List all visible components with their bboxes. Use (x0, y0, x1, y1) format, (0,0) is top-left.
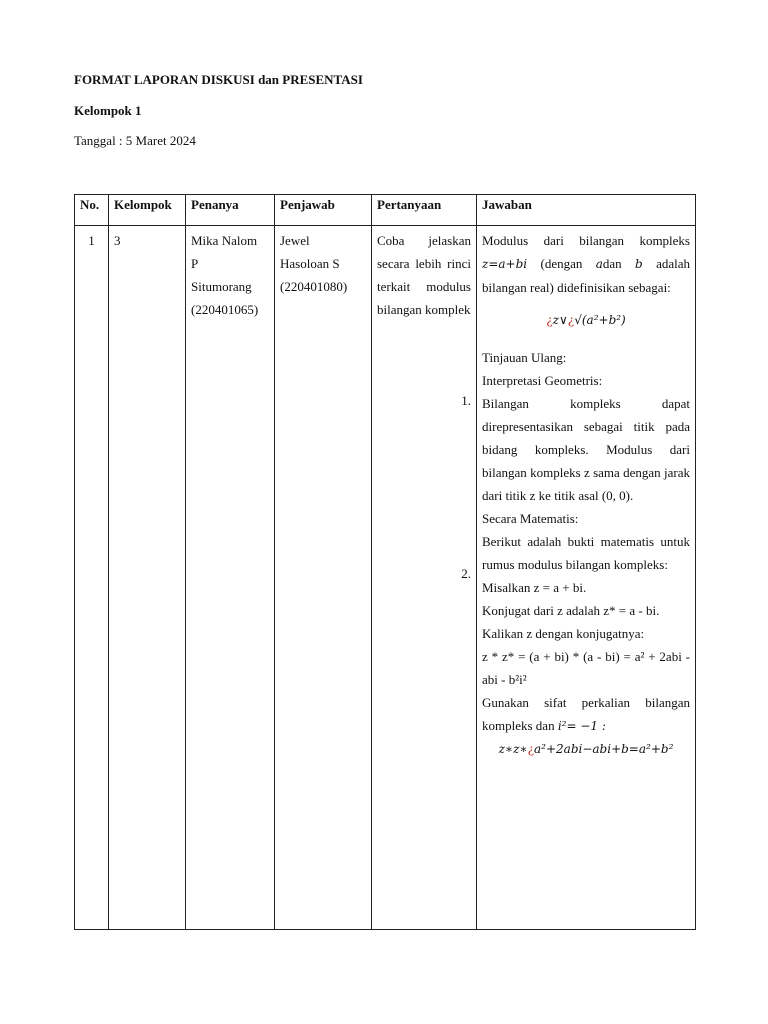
proof-line-4: z * z* = (a + bi) * (a - bi) = a² + 2abi - abi - b²i² (482, 649, 690, 687)
formula-i-squared: i²= −1 : (557, 719, 606, 733)
header-no: No. (75, 195, 109, 226)
cell-jawaban (477, 226, 696, 930)
review-heading: Tinjauan Ulang: (482, 350, 567, 365)
penanya-line: Situmorang (191, 279, 252, 294)
cell-pertanyaan (372, 226, 477, 930)
header-penanya: Penanya (186, 195, 275, 226)
cell-penanya (186, 226, 275, 930)
proof-line-2: Konjugat dari z adalah z* = a - bi. (482, 603, 660, 618)
header-pertanyaan: Pertanyaan (372, 195, 477, 226)
header-jawaban: Jawaban (477, 195, 696, 226)
final-formula: z∗z∗¿a²+2abi−abi+b=a²+b² (498, 742, 674, 756)
header-penjawab: Penjawab (275, 195, 372, 226)
date-label: Tanggal : 5 Maret 2024 (74, 133, 196, 148)
item2-body: Berikut adalah bukti matematis untuk rumus modulus bilangan kompleks: (482, 534, 690, 572)
modulus-formula: ¿z∨¿√(a²+b²) (546, 313, 626, 327)
table-header-row (75, 195, 696, 226)
penanya-line: Mika Nalom (191, 233, 258, 248)
formula-z: z=a+bi (482, 257, 528, 271)
imaginary-rule: Gunakan sifat perkalian bilangan kompleks dan i²= −1 : (482, 695, 690, 733)
list-number-2: 2. (461, 566, 471, 581)
list-number-1: 1. (461, 393, 471, 408)
table-row (75, 226, 696, 930)
pertanyaan-text: Coba jelaskan secara lebih rinci terkait modulus bilangan komplek (377, 233, 471, 317)
penjawab-line: Hasoloan S (280, 256, 340, 271)
penjawab-line: (220401080) (280, 279, 348, 294)
cell-kelompok: 3 (109, 226, 186, 930)
penjawab-line: Jewel (280, 233, 310, 248)
item1-title: Interpretasi Geometris: (482, 373, 603, 388)
penanya-line: (220401065) (191, 302, 259, 317)
discussion-table (74, 194, 696, 930)
cell-penjawab (275, 226, 372, 930)
penanya-line: P (191, 256, 199, 271)
jawaban-intro: Modulus dari bilangan kompleks z=a+bi (dengan adan b adalah bilangan real) didefinisikan sebagai: (482, 233, 691, 295)
document-title: FORMAT LAPORAN DISKUSI dan PRESENTASI (74, 72, 363, 87)
cell-no: 1 (75, 226, 109, 930)
item1-body: Bilangan kompleks dapat direpresentasikan sebagai titik pada bidang kompleks. Modulus dari bilangan kompleks z sama dengan jarak dari titik z ke titik asal (0, 0). (482, 396, 690, 503)
proof-line-1: Misalkan z = a + bi. (482, 580, 587, 595)
proof-line-3: Kalikan z dengan konjugatnya: (482, 626, 645, 641)
header-kelompok: Kelompok (109, 195, 186, 226)
group-label: Kelompok 1 (74, 103, 142, 118)
item2-title: Secara Matematis: (482, 511, 579, 526)
